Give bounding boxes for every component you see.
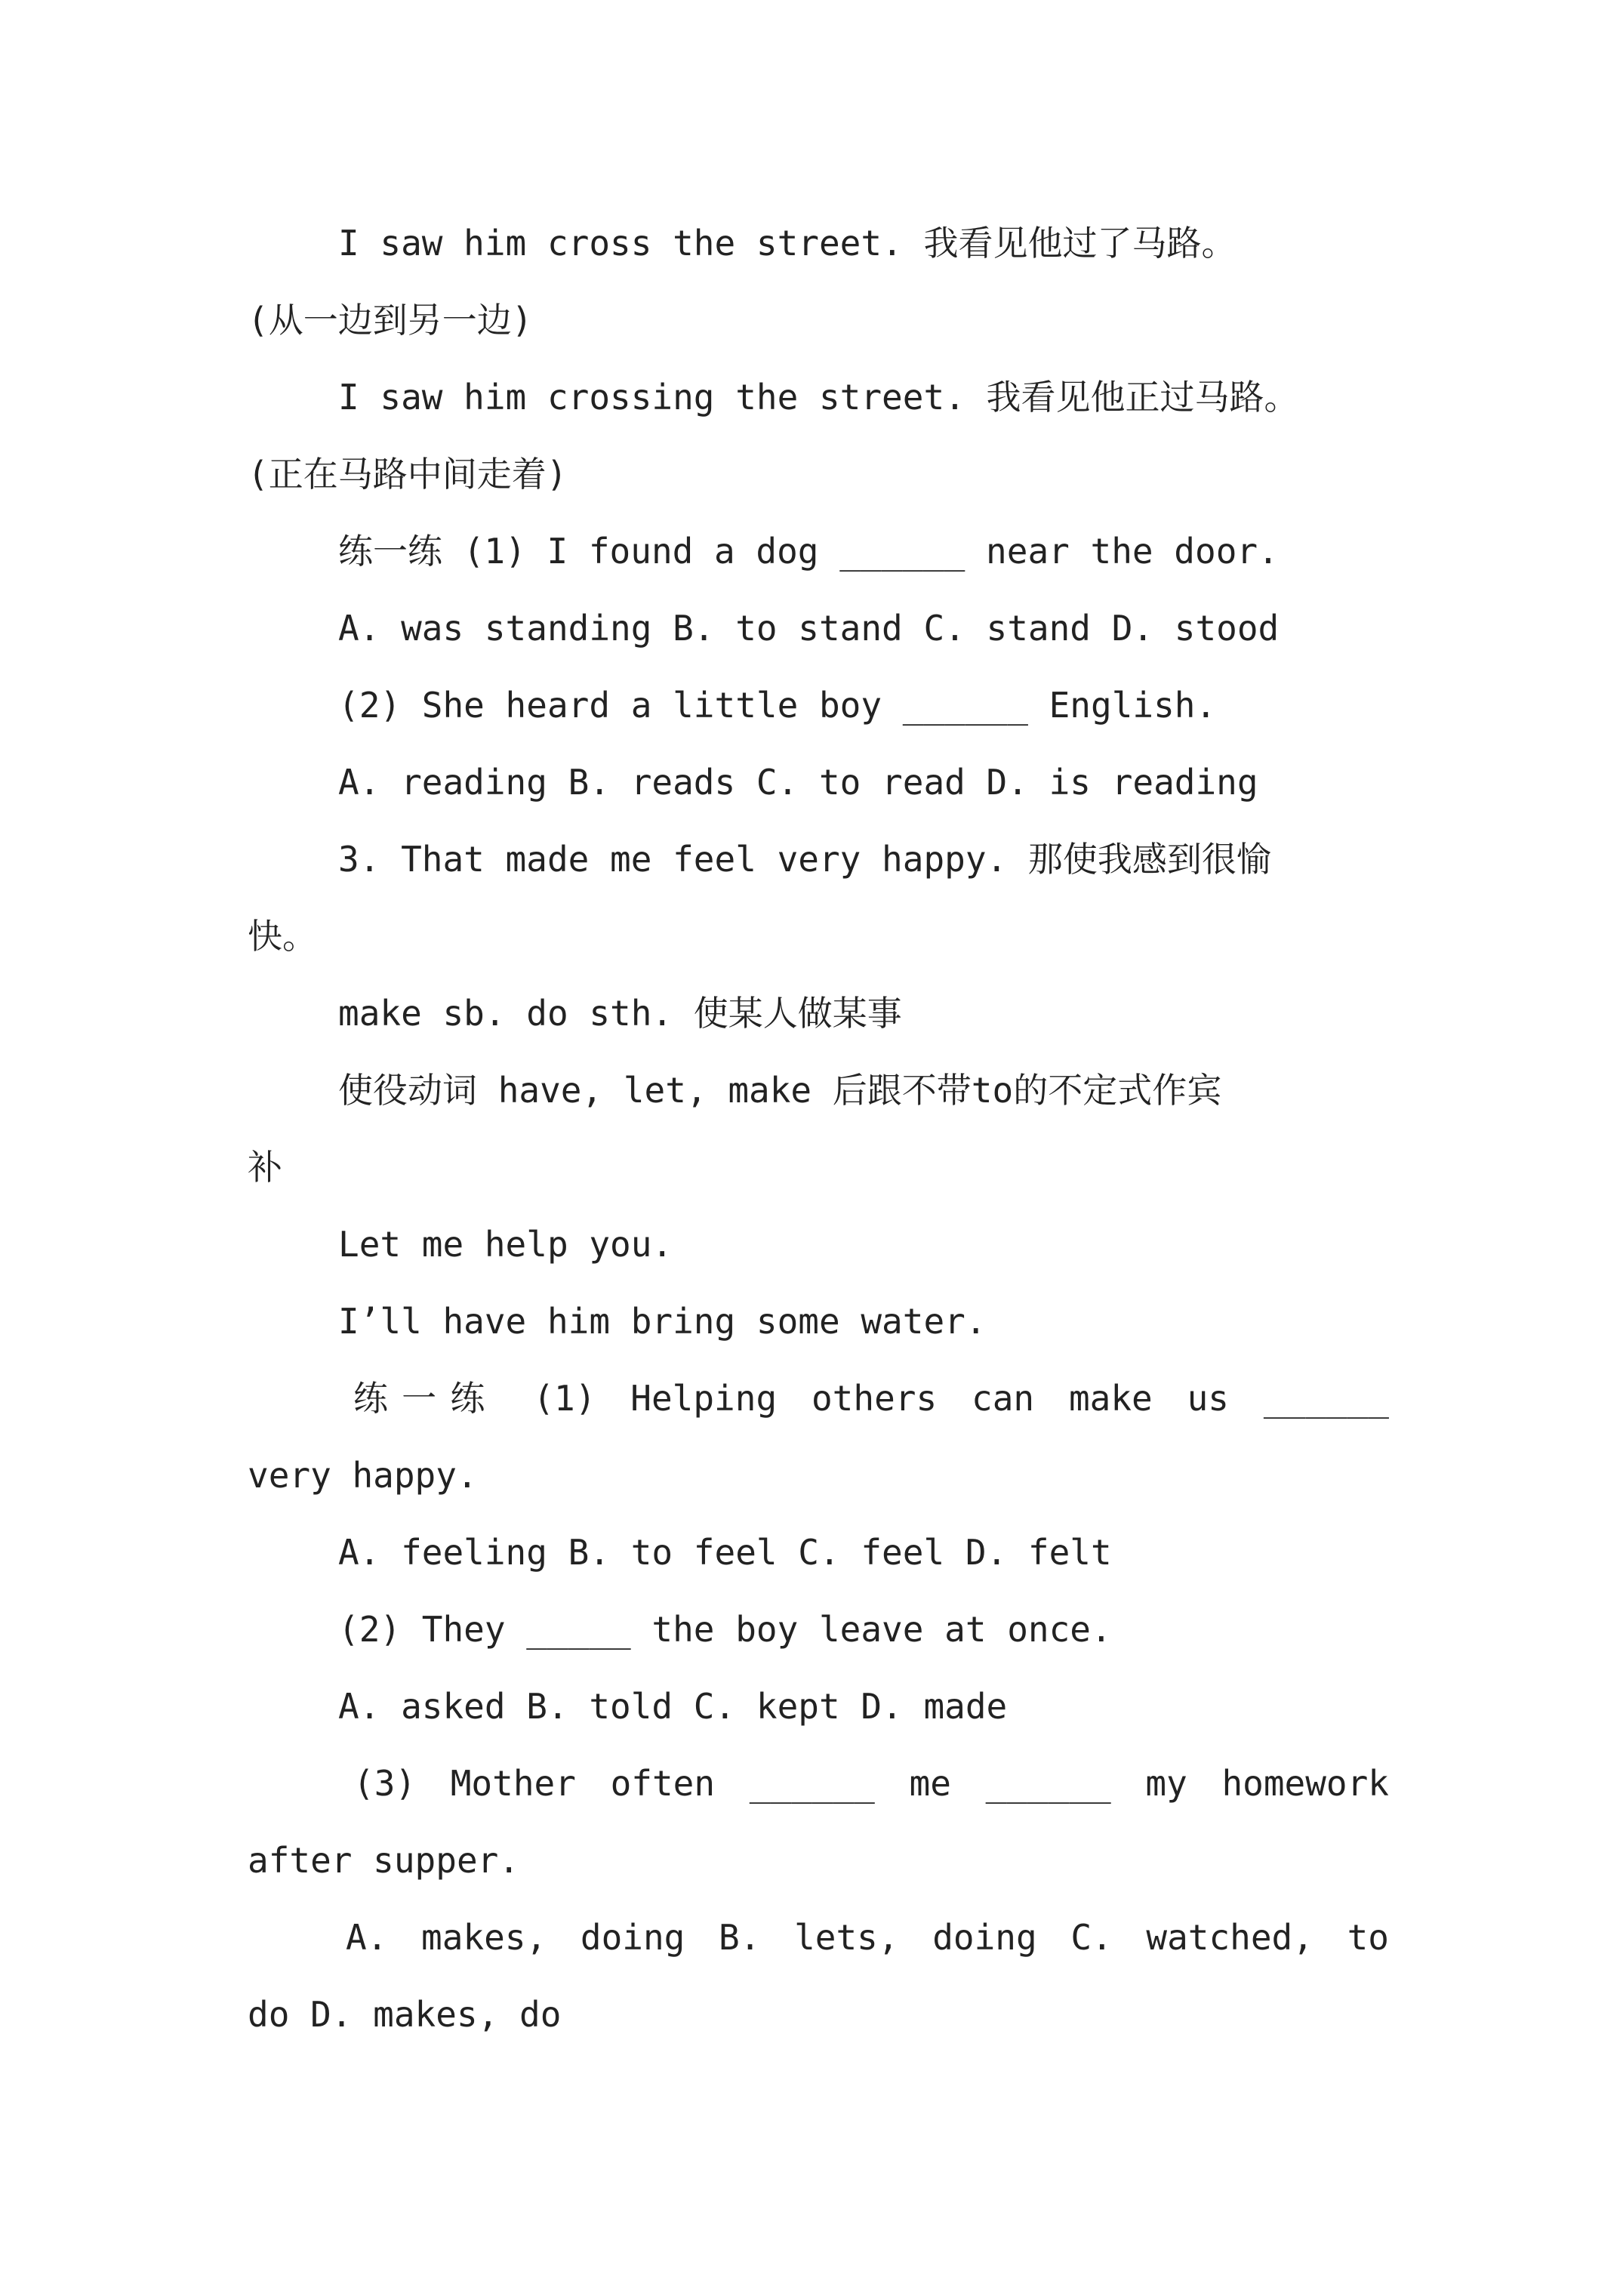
text-line: make sb. do sth. 使某人做某事	[338, 993, 902, 1034]
text-line: 3. That made me feel very happy. 那使我感到很愉	[338, 839, 1271, 880]
text-line: 练一练 (1) I found a dog ______ near the door.	[338, 531, 1279, 572]
text-line: (3) Mother often ______ me ______ my homework	[353, 1763, 1389, 1804]
text-line: Let me help you.	[338, 1224, 673, 1265]
text-line: I saw him cross the street. 我看见他过了马路。	[338, 223, 1236, 264]
text-line: (从一边到另一边)	[248, 300, 533, 341]
text-line: 补	[248, 1147, 282, 1188]
text-line: A. reading B. reads C. to read D. is reading	[338, 762, 1258, 803]
text-line: (2) They _____ the boy leave at once.	[338, 1609, 1112, 1650]
text-line: A. asked B. told C. kept D. made	[338, 1686, 1008, 1727]
text-line: I saw him crossing the street. 我看见他正过马路。	[338, 377, 1299, 418]
text-line: 快。	[248, 916, 317, 957]
text-line: do D. makes, do	[248, 1994, 562, 2035]
text-line: A. feeling B. to feel C. feel D. felt	[338, 1532, 1112, 1573]
text-line: 使役动词 have, let, make 后跟不带to的不定式作宾	[338, 1070, 1222, 1111]
text-line: (正在马路中间走着)	[248, 454, 568, 495]
text-line: A. was standing B. to stand C. stand D. stood	[338, 608, 1280, 649]
text-line: very happy.	[248, 1455, 478, 1496]
text-line: A. makes, doing B. lets, doing C. watched, to	[346, 1917, 1389, 1958]
text-line: (2) She heard a little boy ______ English.	[338, 685, 1217, 726]
text-line: I’ll have him bring some water.	[338, 1301, 987, 1342]
text-line: after supper.	[248, 1840, 520, 1881]
text-line: 练一练 (1) Helping others can make us ______	[353, 1378, 1389, 1419]
